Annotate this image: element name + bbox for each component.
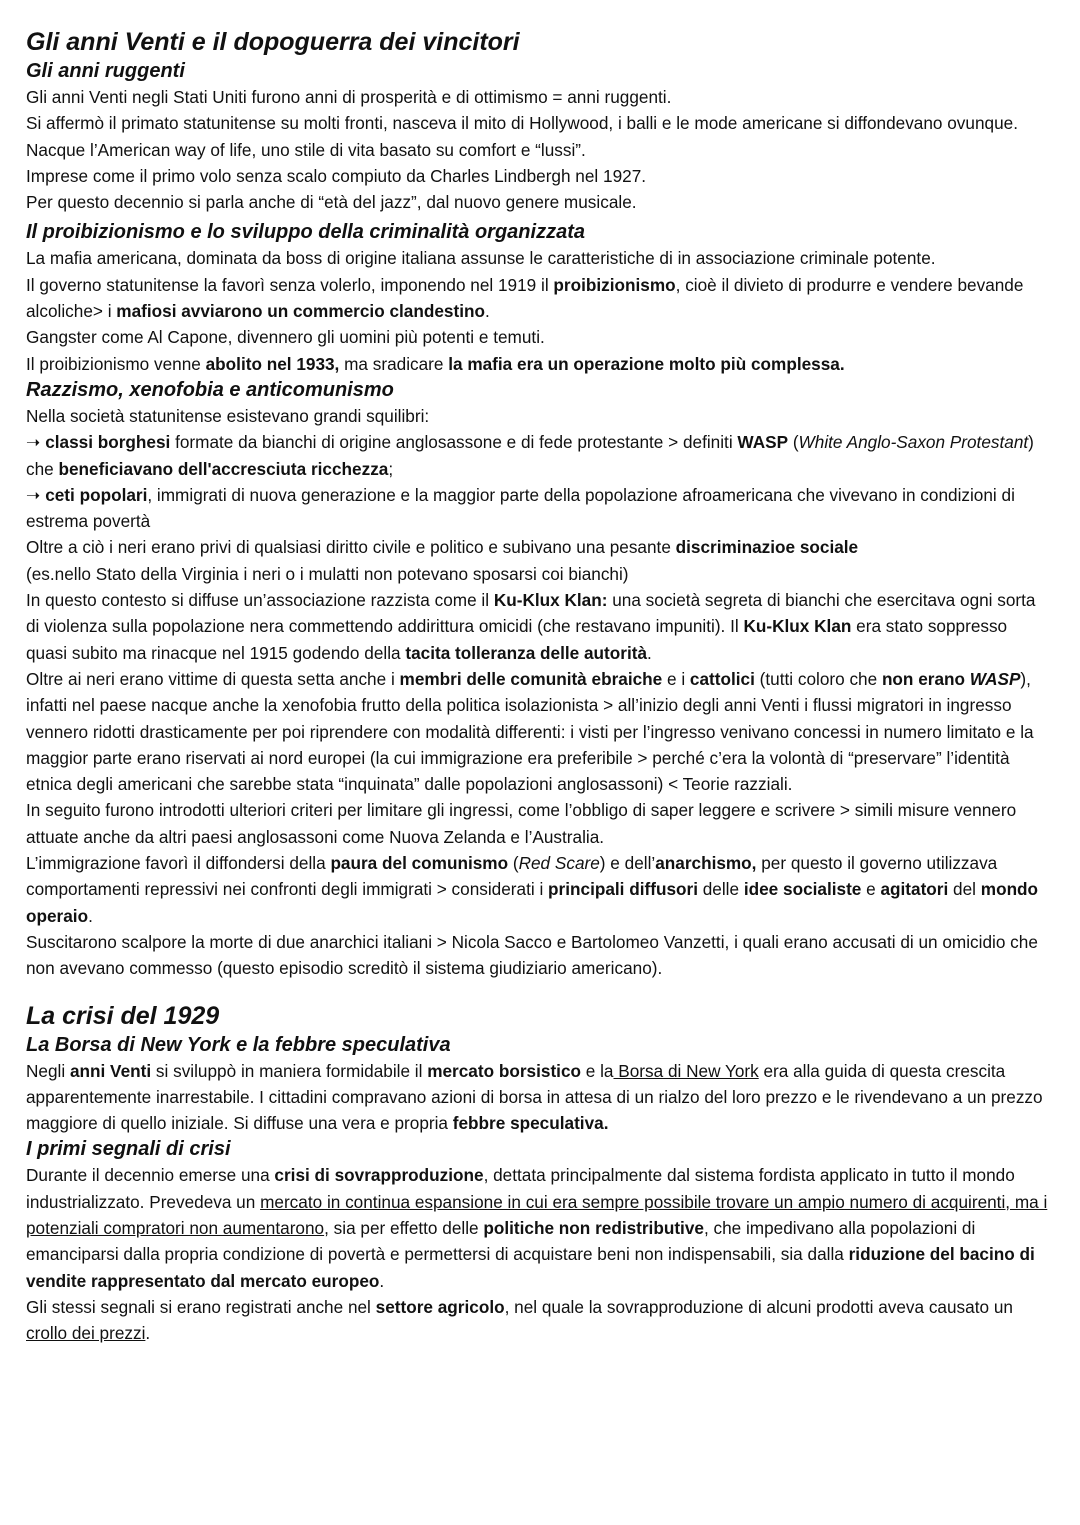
paragraph: Suscitarono scalpore la morte di due anarchici italiani > Nicola Sacco e Bartolomeo Vanzetti, i quali erano accusati di un omicidio che non avevano commesso (questo episodio screditò il sistema giudiziario americano). [26, 931, 1038, 979]
section-title-anni-venti: Gli anni Venti e il dopoguerra dei vincitori [26, 28, 520, 56]
paragraph: Nella società statunitense esistevano grandi squilibri: [26, 405, 430, 426]
section-gap [26, 982, 1052, 1000]
paragraph: Per questo decennio si parla anche di “età del jazz”, dal nuovo genere musicale. [26, 192, 637, 213]
paragraph: Si affermò il primato statunitense su molti fronti, nasceva il mito di Hollywood, i balli e le mode americane si diffondevano ovunque. [26, 113, 1018, 134]
paragraph: In questo contesto si diffuse un’associazione razzista come il Ku-Klux Klan: una società segreta di bianchi che esercitava ogni sorta di violenza sulla popolazione nera commettendo addirittura omicidi (che restavano impuniti). Il Ku-Klux Klan era stato soppresso quasi subito ma rinacque nel 1915 godendo della tacita tolleranza delle autorità. [26, 590, 1036, 663]
paragraph: La mafia americana, dominata da boss di origine italiana assunse le caratteristiche di in associazione criminale potente. [26, 248, 936, 269]
subtitle-proibizionismo: Il proibizionismo e lo sviluppo della criminalità organizzata [26, 221, 585, 244]
paragraph: Il governo statunitense la favorì senza volerlo, imponendo nel 1919 il proibizionismo, cioè il divieto di produrre e vendere bevande alcoliche> i mafiosi avviarono un commercio clandestino. [26, 274, 1024, 322]
section-title-crisi-1929: La crisi del 1929 [26, 1001, 220, 1030]
subtitle-razzismo: Razzismo, xenofobia e anticomunismo [26, 378, 394, 401]
paragraph: Negli anni Venti si sviluppò in maniera formidabile il mercato borsistico e la Borsa di New York era alla guida di questa crescita apparentemente inarrestabile. I cittadini compravano azioni di borsa in attesa di un rialzo del loro prezzo e le rivendevano a un prezzo maggiore di quello iniziale. Si diffuse una vera e propria febbre speculativa. [26, 1060, 1043, 1134]
paragraph: Imprese come il primo volo senza scalo compiuto da Charles Lindbergh nel 1927. [26, 165, 647, 186]
paragraph: Durante il decennio emerse una crisi di sovrapproduzione, dettata principalmente dal sistema fordista applicato in tutto il mondo industrializzato. Prevedeva un mercato in continua espansione in cui era sempre possibile trovare un ampio numero di acquirenti, ma i potenziali compratori non aumentarono, sia per effetto delle politiche non redistributive, che impedivano alla popolazioni di emanciparsi dalla propria condizione di povertà e permettersi di acquistare beni non indispensabili, sia dalla riduzione del bacino di vendite rappresentato dal mercato europeo. [26, 1165, 1048, 1291]
paragraph: Gli stessi segnali si erano registrati anche nel settore agricolo, nel quale la sovrapproduzione di alcuni prodotti aveva causato un crollo dei prezzi. [26, 1296, 1013, 1344]
list-item: ➝ ceti popolari, immigrati di nuova generazione e la maggior parte della popolazione afroamericana che vivevano in condizioni di estrema povertà [26, 484, 1015, 532]
subtitle-segnali-crisi: I primi segnali di crisi [26, 1138, 231, 1161]
paragraph: Oltre a ciò i neri erano privi di qualsiasi diritto civile e politico e subivano una pesante discriminazioe sociale (es.nello Stato della Virginia i neri o i mulatti non potevano sposarsi coi bianchi) [26, 537, 859, 584]
arrow-icon: ➝ [26, 484, 41, 505]
paragraph: In seguito furono introdotti ulteriori criteri per limitare gli ingressi, come l’obbligo di saper leggere e scrivere > simili misure vennero attuate anche da altri paesi anglosassoni come Nuova Zelanda e l’Australia. [26, 800, 1017, 847]
paragraph: Nacque l’American way of life, uno stile di vita basato su comfort e “lussi”. [26, 139, 586, 160]
subtitle-borsa-new-york: La Borsa di New York e la febbre speculativa [26, 1033, 451, 1056]
paragraph: L’immigrazione favorì il diffondersi della paura del comunismo (Red Scare) e dell’anarchismo, per questo il governo utilizzava comportamenti repressivi nei confronti degli immigrati > considerati i principali diffusori delle idee socialiste e agitatori del mondo operaio. [26, 853, 1039, 926]
paragraph: Oltre ai neri erano vittime di questa setta anche i membri delle comunità ebraiche e i cattolici (tutti coloro che non erano WASP), infatti nel paese nacque anche la xenofobia frutto della politica isolazionista > all’inizio degli anni Venti i flussi migratori in ingresso vennero ridotti drasticamente per poi riprendere con modalità differenti: i visti per l’ingresso venivano concessi in numero limitato e la maggior parte erano riservati ai nord europei (la cui immigrazione era preferibile > perché c’era la volontà di “preservare” l’identità etnica degli americani che sarebbe stata “inquinata” dalle popolazioni anglosassoni) < Teorie razziali. [26, 668, 1034, 795]
arrow-icon: ➝ [26, 432, 41, 453]
paragraph: Gli anni Venti negli Stati Uniti furono anni di prosperità e di ottimismo = anni ruggenti. [26, 87, 672, 107]
subtitle-anni-ruggenti: Gli anni ruggenti [26, 60, 185, 82]
paragraph: Gangster come Al Capone, divennero gli uomini più potenti e temuti. [26, 327, 545, 348]
list-item: ➝ classi borghesi formate da bianchi di origine anglosassone e di fede protestante > definiti WASP (White Anglo-Saxon Protestant) che beneficiavano dell'accresciuta ricchezza; [26, 432, 1034, 479]
paragraph: Il proibizionismo venne abolito nel 1933, ma sradicare la mafia era un operazione molto più complessa. [26, 353, 845, 374]
